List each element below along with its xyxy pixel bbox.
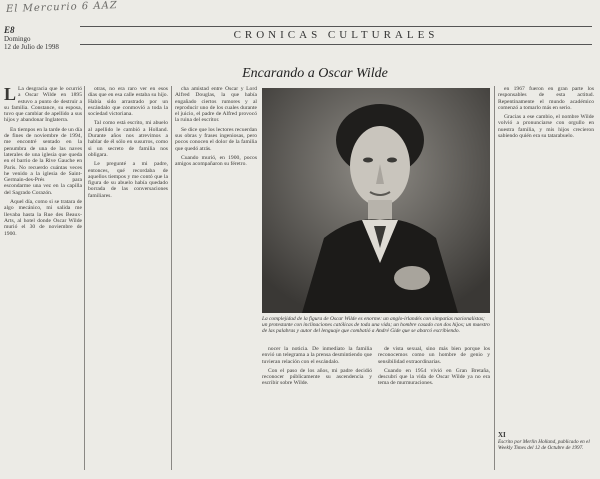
page-number: E8 — [4, 25, 15, 35]
article-column-3 — [175, 86, 257, 474]
article-headline: Encarando a Oscar Wilde — [242, 66, 388, 81]
column-rule — [84, 86, 85, 470]
paragraph: Cuando murió, en 1900, pocos amigos acompañaron su féretro. — [175, 154, 257, 168]
paragraph: Le pregunté a mi padre, entonces, qué recordaba de aquellos tiempos y me contó que la figura de su abuelo había quedado borrada de las conversaciones familiares. — [88, 161, 168, 199]
drop-cap: L — [4, 86, 17, 104]
paragraph: de vista sexual, sino más bien porque los reconocemos como un hombre de genio y sensibilidad extraordinarias. — [378, 346, 490, 365]
paragraph: Gracias a ese cambio, el nombre Wilde volvió a pronunciarse con orgullo en nuestra familia, y mis hijos crecieron sabiendo quién era su tatarabuelo. — [498, 114, 594, 140]
paragraph: En tiempos en la tarde de un día de fines de noviembre de 1994, me encontré sentado en la penumbra de una de las naves laterales de una iglesia que queda en el barrio de la Rive Gauche en París. No recuerdo cuántas veces he venido a la iglesia de Saint-Germain-des-Prés para escondarme una vez en la capilla del Sagrado Corazón. — [4, 126, 82, 196]
oscar-wilde-portrait-photo — [262, 88, 490, 313]
article-column-4 — [262, 346, 372, 472]
paragraph: Aquel día, como si se tratara de algo mecánico, mi salida me llevaba hasta la Rue des Beaux-Arts, al hotel donde Oscar Wilde murió el 30 de noviembre de 1900. — [4, 199, 82, 237]
section-title: CRONICAS CULTURALES — [233, 29, 439, 41]
paragraph: Se dice que los lectores recuerdan sus obras y frases ingeniosas, pero pocos conocen el dolor de la familia que quedó atrás. — [175, 126, 257, 152]
article-column-1 — [4, 86, 82, 474]
article-credit — [498, 432, 594, 451]
article-column-2 — [88, 86, 168, 474]
column-rule — [171, 86, 172, 470]
section-header — [80, 26, 592, 45]
masthead-date: 12 de Julio de 1998 — [4, 43, 59, 51]
handwritten-note: El Mercurio 6 AAZ — [5, 0, 118, 15]
portrait-image — [262, 88, 490, 313]
masthead-day: Domingo — [4, 35, 31, 43]
photo-caption: La complejidad de la figura de Oscar Wilde es enorme: un anglo-irlandés con simpatías nacionalistas; un protestante con inclinaciones católicas de toda una vida; un hombre casado con dos hijos; un maestro de las palabras y autor del lenguaje que combatió a André Gide que se abarcó escribiendo. — [262, 316, 490, 335]
article-column-5 — [378, 346, 490, 472]
paragraph: en 1967 fueron en gran parte los responsables de esta actitud. Repentinamente el mundo académico comenzó a tomarlo más en serio. — [498, 86, 594, 111]
article-column-6 — [498, 86, 594, 426]
paragraph: La desgracia que le ocurrió a Oscar Wilde en 1895 estuvo a punto de destruir a su familia. Constance, su esposa, tuvo que cambiar de apellido a sus hijos y abandonar Inglaterra. — [4, 86, 82, 124]
paragraph: Con el paso de los años, mi padre decidió reconocer públicamente su ascendencia y escribir sobre Wilde. — [262, 367, 372, 387]
credit-mark: XI — [498, 431, 506, 439]
paragraph: Cuando en 1954 vivió en Gran Bretaña, descubrí que la vida de Oscar Wilde ya no era tema de murmuraciones. — [378, 367, 490, 387]
paragraph: nocer la noticia. De inmediato la familia envió un telegrama a la prensa desmintiendo que tuvieran relación con el escándalo. — [262, 346, 372, 365]
paragraph: otras, no era raro ver en esos días que en esa calle estaba su hijo. Había sido arrastrado por un escándalo que conmovió a toda la sociedad victoriana. — [88, 86, 168, 118]
paragraph: Tal como está escrito, mi abuelo al apellido le cambió a Holland. Durante años nos atrevimos a hablar de él sólo en susurros, como si un secreto de familia nos obligara. — [88, 120, 168, 158]
masthead — [4, 26, 59, 51]
column-rule — [494, 86, 495, 470]
credit-text: Escrito por Merlin Holland, publicado en el Weekly Times del 12 de Octubre de 1997. — [498, 439, 590, 451]
paragraph: cha amistad entre Oscar y Lord Alfred Douglas, la que había engañado ciertos rumores y al reproducir uno de los cuales durante el juicio, el padre de Alfred provocó la ruina del escritor. — [175, 86, 257, 124]
